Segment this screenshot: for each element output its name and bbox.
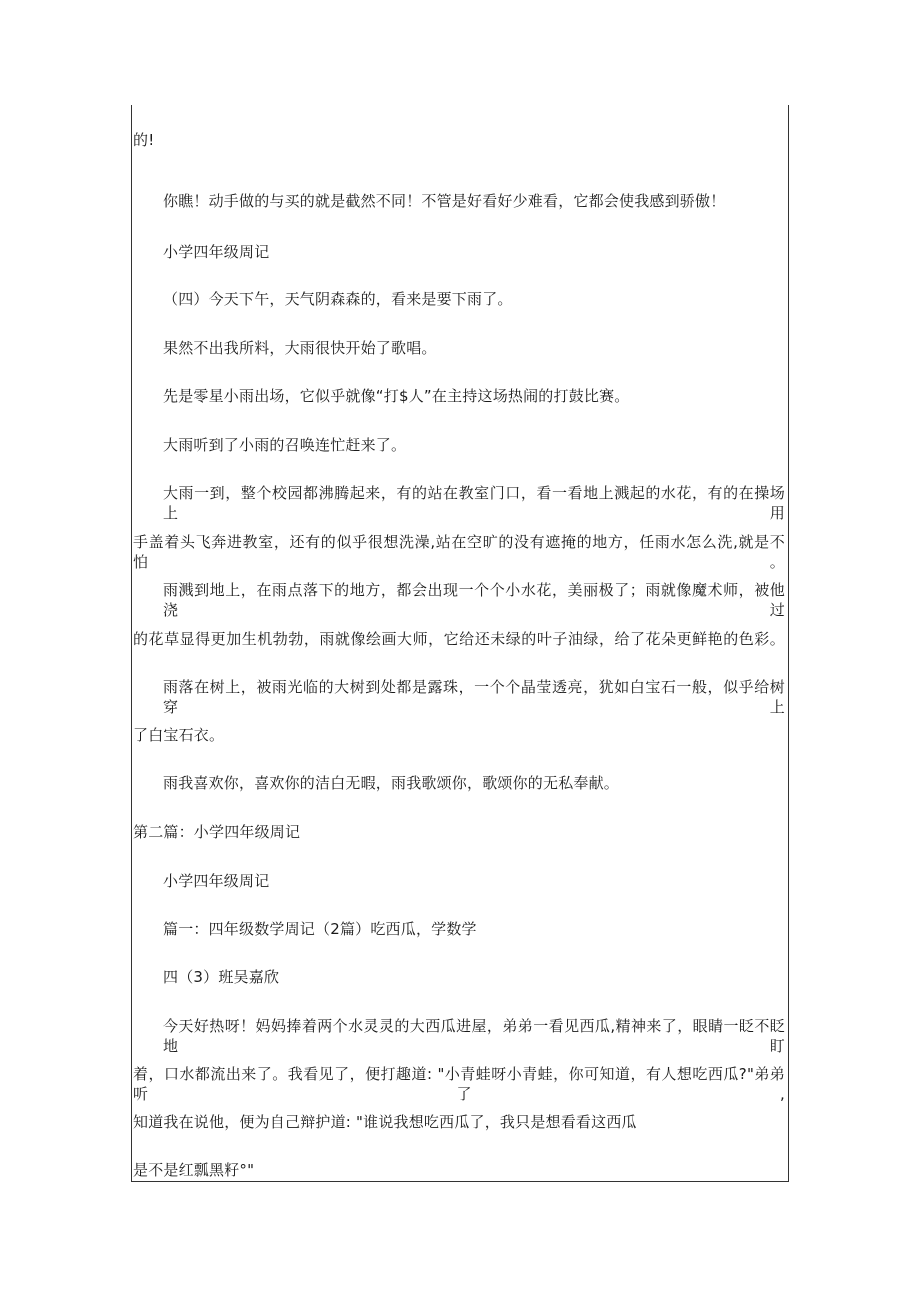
section-heading: 小学四年级周记 bbox=[163, 872, 270, 890]
text-line: （四）今天下午，天气阴森森的，看来是要下雨了。 bbox=[163, 290, 513, 308]
text-line: 今天好热呀！妈妈捧着两个水灵灵的大西瓜进屋，弟弟一看见西瓜,精神来了，眼睛一眨不眨地盯 bbox=[163, 1017, 785, 1055]
text-line: 先是零星小雨出场，它似乎就像“打$人”在主持这场热闹的打鼓比赛。 bbox=[163, 387, 630, 405]
text-line: 知道我在说他，便为自己辩护道: "谁说我想吃西瓜了，我只是想看看这西瓜 bbox=[133, 1113, 637, 1131]
text-line: 你瞧！动手做的与买的就是截然不同！不管是好看好少难看，它都会使我感到骄傲！ bbox=[163, 192, 726, 210]
author-line: 四（3）班吴嘉欣 bbox=[163, 968, 280, 986]
text-line: 雨落在树上，被雨光临的大树到处都是露珠，一个个晶莹透亮，犹如白宝石一般，似乎给树穿上 bbox=[163, 678, 785, 716]
text-line: 篇一：四年级数学周记（2篇）吃西瓜，学数学 bbox=[163, 920, 477, 938]
text-line: 的花草显得更加生机勃勃，雨就像绘画大师，它给还未绿的叶子油绿，给了花朵更鲜艳的色彩。 bbox=[133, 630, 785, 648]
text-line: 雨我喜欢你，喜欢你的洁白无暇，雨我歌颂你，歌颂你的无私奉献。 bbox=[163, 774, 620, 792]
text-line: 手盖着头飞奔进教室，还有的似乎很想洗澡,站在空旷的没有遮掩的地方，任雨水怎么洗,就是不怕。 bbox=[133, 533, 785, 571]
text-line: 大雨听到了小雨的召唤连忙赶来了。 bbox=[163, 436, 407, 454]
text-line: 了白宝石衣。 bbox=[133, 726, 225, 744]
text-line: 是不是红瓢黑籽°" bbox=[133, 1161, 255, 1179]
text-line: 雨溅到地上，在雨点落下的地方，都会出现一个个小水花，美丽极了；雨就像魔术师，被他浇过 bbox=[163, 581, 785, 619]
text-line: 的! bbox=[133, 131, 155, 149]
text-line: 着，口水都流出来了。我看见了，便打趣道: "小青蛙呀小青蛙，你可知道，有人想吃西瓜?"弟弟听了, bbox=[133, 1065, 785, 1103]
text-line: 大雨一到，整个校园都沸腾起来，有的站在教室门口，看一看地上溅起的水花，有的在操场上用 bbox=[163, 484, 785, 522]
chapter-heading: 第二篇：小学四年级周记 bbox=[133, 823, 301, 841]
section-heading: 小学四年级周记 bbox=[163, 243, 270, 261]
text-line: 果然不出我所料，大雨很快开始了歌唱。 bbox=[163, 339, 437, 357]
